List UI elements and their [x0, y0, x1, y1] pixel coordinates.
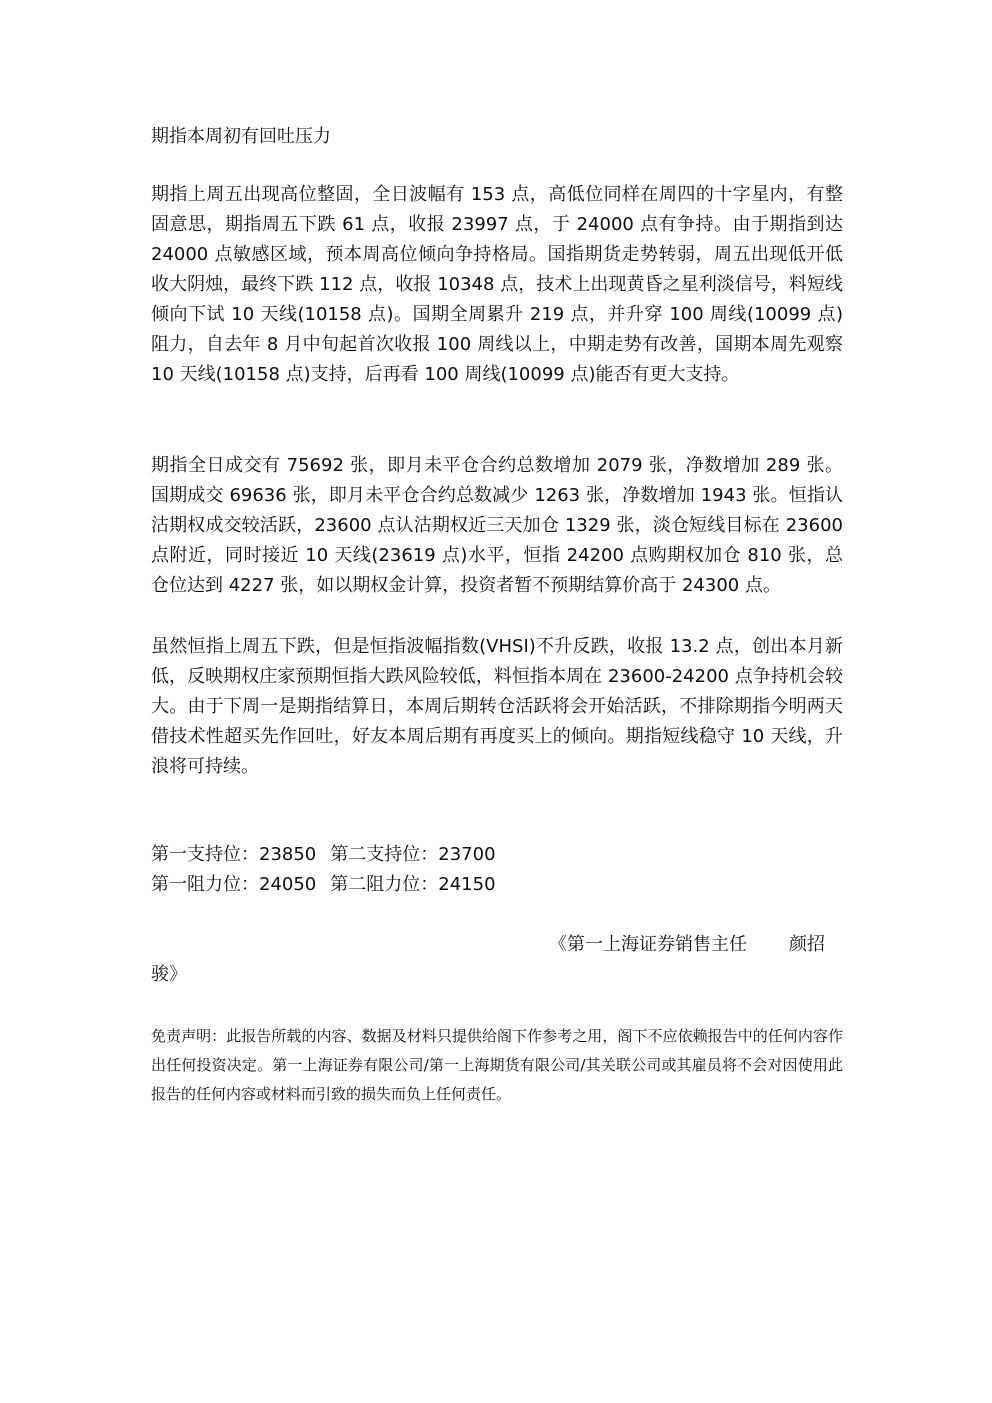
disclaimer-text: 免责声明：此报告所载的内容、数据及材料只提供给阁下作参考之用，阁下不应依赖报告中的任何内容作出任何投资决定。第一上海证券有限公司/第一上海期货有限公司/其关联公司或其雇员将不会对因使用此报告的任何内容或材料而引致的损失而负上任何责任。 — [151, 1027, 843, 1103]
signature-line-2: 骏》 — [151, 964, 187, 985]
paragraph-market-overview: 期指上周五出现高位整固，全日波幅有 153 点，高低位同样在周四的十字星内，有整固意思，期指周五下跌 61 点，收报 23997 点，于 24000 点有争持。由于期指到达 24000 点敏感区域，预本周高位倾向争持格局。国指期货走势转弱，周五出现低开低收大阴烛，最终下跌 112 点，收报 10348 点，技术上出现黄昏之星利淡信号，料短线倾向下试 10 天线(10158 点)。国期全周累升 219 点，并升穿 100 周线(10099 点)阻力，自去年 8 月中旬起首次收报 100 周线以上，中期走势有改善，国期本周先观察 10 天线(10158 点)支持，后再看 100 周线(10099 点)能否有更大支持。 — [151, 184, 843, 385]
paragraph-volatility-outlook: 虽然恒指上周五下跌，但是恒指波幅指数(VHSI)不升反跌，收报 13.2 点，创出本月新低，反映期权庄家预期恒指大跌风险较低，料恒指本周在 23600-24200 点争持机会较大。由于下周一是期指结算日，本周后期转仓活跃将会开始活跃，不排除期指今明两天借技术性超买先作回吐，好友本周后期有再度买上的倾向。期指短线稳守 10 天线，升浪将可持续。 — [151, 636, 843, 777]
signature-line-1 — [549, 930, 825, 960]
signature-name-part1: 颜招 — [789, 934, 825, 955]
resistance-levels-line — [151, 870, 496, 900]
support-level-2: 第二支持位：23700 — [330, 844, 496, 865]
resistance-level-2: 第二阻力位：24150 — [330, 874, 496, 895]
paragraph-volume-options: 期指全日成交有 75692 张，即月未平仓合约总数增加 2079 张，净数增加 289 张。国期成交 69636 张，即月未平仓合约总数减少 1263 张，净数增加 1943 张。恒指认沽期权成交较活跃，23600 点认沽期权近三天加仓 1329 张，淡仓短线目标在 23600 点附近，同时接近 10 天线(23619 点)水平，恒指 24200 点购期权加仓 810 张，总仓位达到 4227 张，如以期权金计算，投资者暂不预期结算价高于 24300 点。 — [151, 455, 843, 596]
resistance-level-1: 第一阻力位：24050 — [151, 874, 317, 895]
signature-org: 《第一上海证券销售主任 — [549, 934, 747, 955]
document-title: 期指本周初有回吐压力 — [151, 126, 331, 147]
document-page — [151, 0, 843, 1403]
support-level-1: 第一支持位：23850 — [151, 844, 317, 865]
support-levels-line — [151, 840, 496, 870]
